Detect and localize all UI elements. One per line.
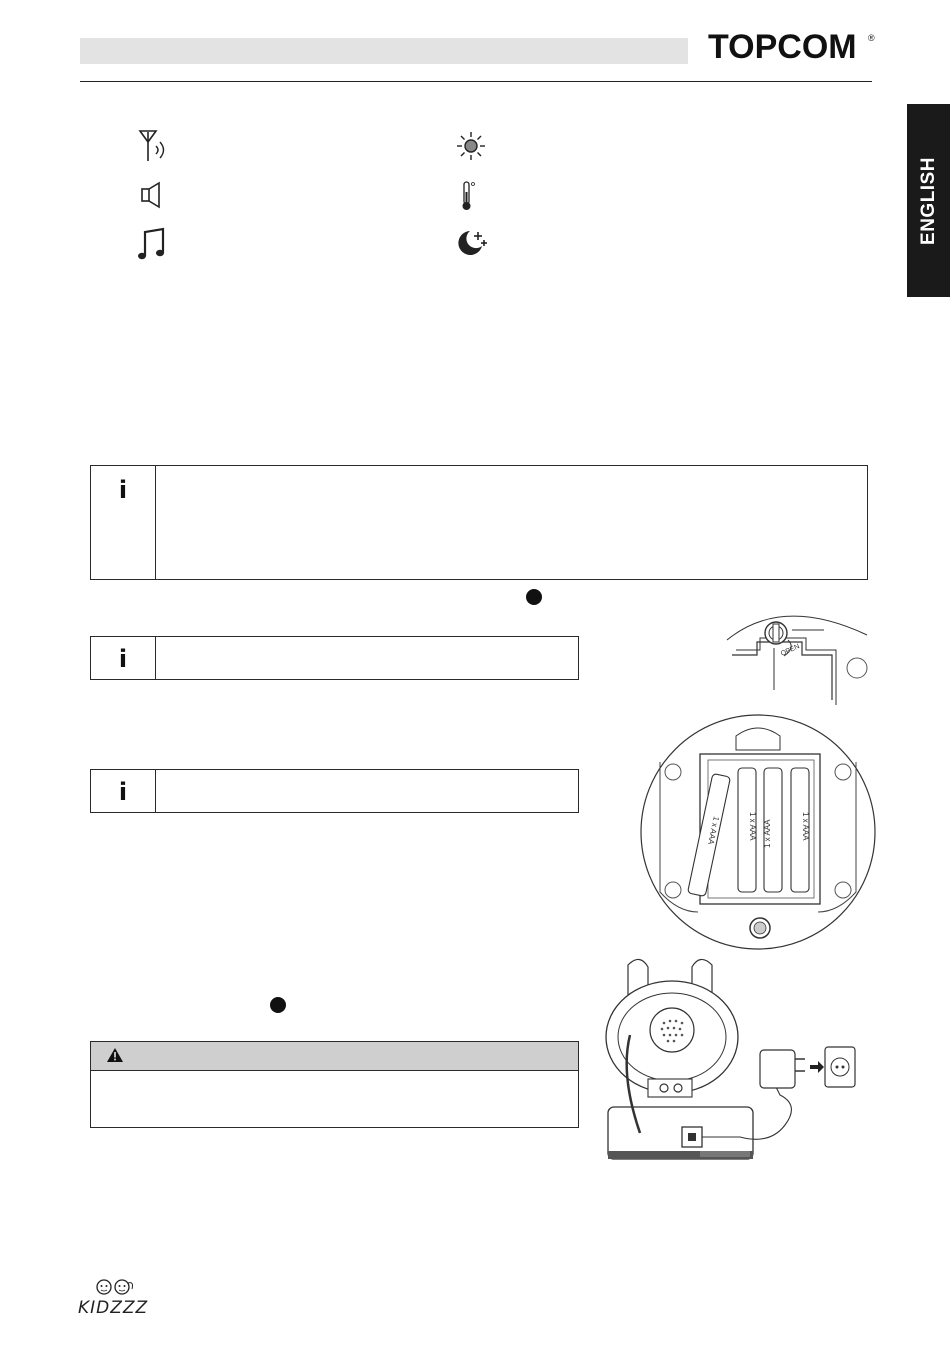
kidzzz-logo <box>76 1275 166 1319</box>
warning-icon <box>106 1047 124 1063</box>
svg-text:1 x AAA: 1 x AAA <box>801 812 810 841</box>
music-note-icon <box>136 226 168 262</box>
open-label: OPEN <box>779 643 801 658</box>
antenna-icon <box>136 128 172 164</box>
info-icon-column <box>91 466 156 579</box>
header-rule <box>80 81 872 82</box>
header-bar <box>80 38 688 64</box>
warning-note <box>90 1041 579 1128</box>
language-tab <box>907 104 950 297</box>
reference-dot <box>526 589 542 605</box>
battery-compartment-illustration <box>638 712 878 952</box>
reference-dot <box>270 997 286 1013</box>
warning-header <box>91 1042 578 1071</box>
battery-cover-screw-illustration <box>722 600 877 710</box>
info-note-2 <box>90 636 579 680</box>
language-label: ENGLISH <box>917 156 939 245</box>
info-icon: i <box>118 645 128 673</box>
svg-text:1 x AAA: 1 x AAA <box>706 815 721 846</box>
speaker-icon <box>139 181 165 209</box>
brand-logo: TOPCOM <box>708 28 857 66</box>
svg-text:1 x AAA: 1 x AAA <box>763 819 772 848</box>
camera-adapter-illustration <box>600 955 875 1165</box>
thermometer-icon <box>458 180 478 212</box>
info-icon: i <box>118 476 128 504</box>
svg-text:1 x AAA: 1 x AAA <box>748 812 757 841</box>
info-note-3 <box>90 769 579 813</box>
moon-stars-icon <box>456 228 488 258</box>
info-note-1 <box>90 465 868 580</box>
info-icon-column <box>91 637 156 679</box>
brightness-icon <box>455 130 487 162</box>
info-icon-column <box>91 770 156 812</box>
registered-mark: ® <box>868 33 875 43</box>
kidzzz-logo-text: KIDZZZ <box>78 1298 149 1318</box>
info-icon: i <box>118 778 128 806</box>
